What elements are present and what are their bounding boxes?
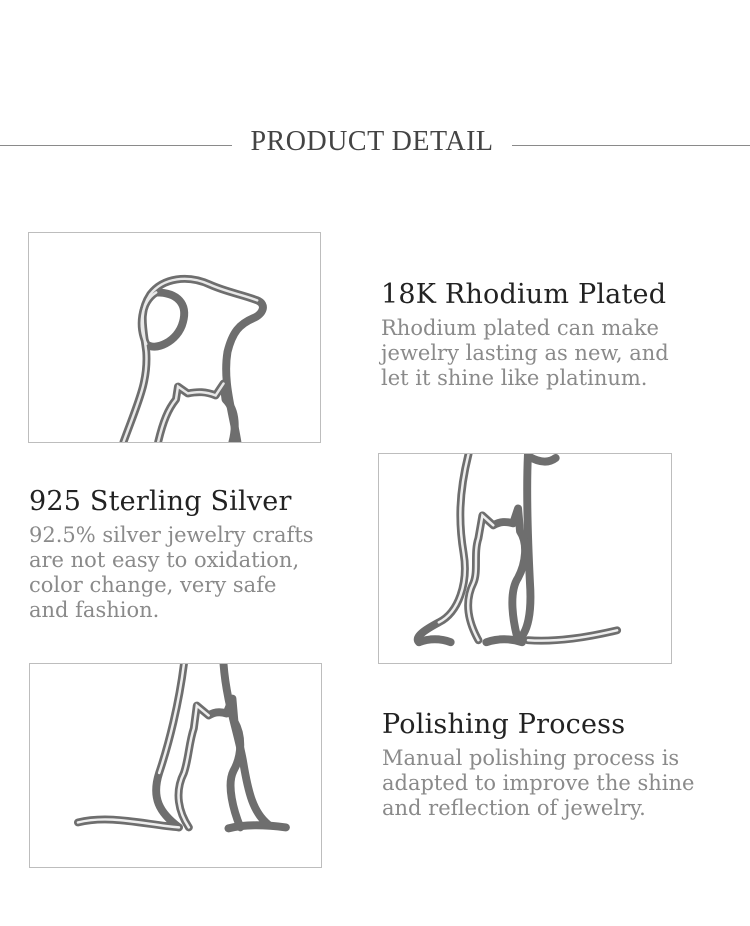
description-line: let it shine like platinum. [381, 366, 648, 390]
description-line: 92.5% silver jewelry crafts [29, 523, 314, 547]
description-line: jewelry lasting as new, and [381, 341, 669, 365]
description-line: Rhodium plated can make [381, 316, 659, 340]
feature-polishing [382, 709, 742, 821]
section-heading: PRODUCT DETAIL [250, 126, 494, 157]
dog-cat-body-pendant-icon [379, 454, 671, 663]
product-photo-tail [29, 663, 322, 868]
product-photo-head [28, 232, 321, 443]
dog-head-pendant-icon [29, 233, 320, 442]
feature-title: Polishing Process [382, 709, 626, 740]
feature-title: 925 Sterling Silver [29, 486, 292, 517]
description-line: are not easy to oxidation, [29, 548, 300, 572]
description-line: adapted to improve the shine [382, 771, 695, 795]
description-line: color change, very safe [29, 573, 277, 597]
dog-cat-tail-pendant-icon [30, 664, 321, 867]
feature-title: 18K Rhodium Plated [381, 279, 667, 310]
feature-description [382, 746, 742, 821]
description-line: and reflection of jewelry. [382, 796, 646, 820]
feature-description [381, 316, 726, 391]
heading-rule-left [0, 145, 232, 146]
heading-rule-right [512, 145, 750, 146]
product-photo-body [378, 453, 672, 664]
description-line: and fashion. [29, 598, 160, 622]
feature-rhodium [381, 279, 726, 391]
description-line: Manual polishing process is [382, 746, 680, 770]
feature-description [29, 523, 359, 623]
feature-sterling-silver [29, 486, 359, 623]
